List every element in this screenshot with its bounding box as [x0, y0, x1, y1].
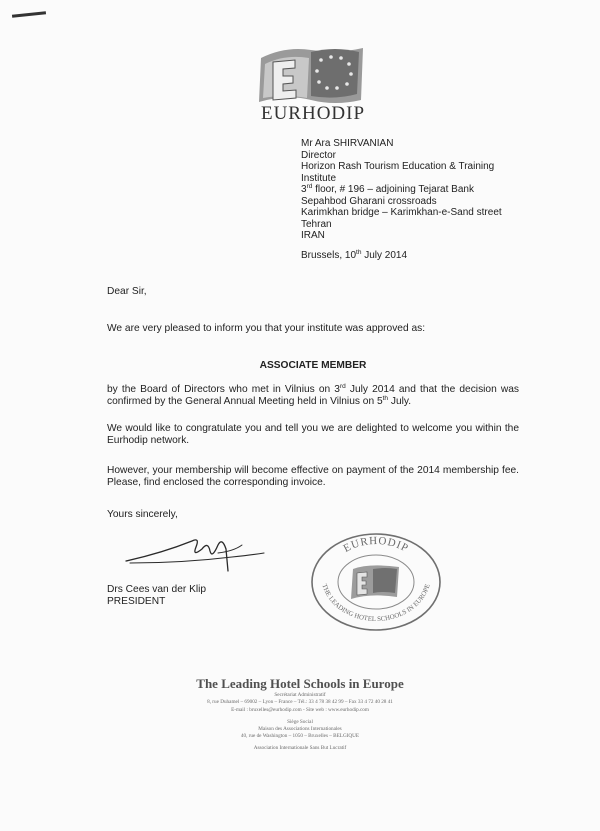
recipient-country: IRAN [301, 230, 325, 241]
footer-association: Association Internationale Sans But Lucratif [253, 745, 347, 751]
floor-suffix: rd [306, 183, 313, 190]
recipient-address [301, 138, 502, 242]
recipient-institute-cont: Institute [301, 172, 337, 184]
recipient-bridge: Karimkhan bridge – Karimkhan-e-Sand street [301, 207, 502, 218]
recipient-name: Mr Ara SHIRVANIAN [301, 138, 394, 149]
recipient-crossroads: Sepahbod Gharani crossroads [301, 195, 437, 207]
board-sup-b: th [382, 394, 389, 402]
date-prefix: Brussels, 10 [301, 250, 357, 261]
recipient-city: Tehran [301, 218, 332, 230]
date-suffix: th [356, 249, 362, 256]
footer-tagline: The Leading Hotel Schools in Europe [196, 676, 404, 691]
letter-date [301, 250, 407, 261]
closing: Yours sincerely, [107, 509, 178, 520]
paragraph-payment: However, your membership will become effective on payment of the 2014 membership fee. Please, find enclosed the corresponding invoice. [107, 465, 519, 488]
footer-siege-org: Maison des Associations Internationales [258, 726, 342, 732]
footer-siege-label: Siège Social [287, 719, 313, 725]
board-text-a: by the Board of Directors who met in Vilnius on 3 [107, 384, 340, 395]
footer-secretariat-label: Secrétariat Administratif [274, 692, 326, 698]
footer-siege-address: 40, rue de Washington – 1050 – Bruxelles – BELGIQUE [240, 733, 360, 739]
paragraph-congratulations: We would like to congratulate you and tell you we are delighted to welcome you within the Eurhodip network. [107, 423, 519, 446]
recipient-role: Director [301, 149, 337, 161]
signer-title: PRESIDENT [107, 596, 166, 607]
board-text-c: July. [388, 395, 412, 407]
footer-email-line: E-mail : bruxelles@eurhodip.com - Site web : www.eurhodip.com [231, 707, 369, 713]
logo-wordmark: EURHODIP [260, 103, 366, 124]
street-text: floor, # 196 – adjoining Tejarat Bank [315, 184, 474, 195]
membership-title: ASSOCIATE MEMBER [259, 360, 367, 371]
pen-mark [12, 11, 46, 18]
recipient-street [301, 184, 502, 196]
stamp-flag-icon [351, 565, 399, 599]
paragraph-approval: We are very pleased to inform you that your institute was approved as: [107, 323, 426, 334]
footer-secretariat-address: 8, rue Duhamel – 69002 – Lyon – France – Tél.: 33 4 78 38 42 99 – Fax 33 4 72 40 28 41 [207, 699, 393, 705]
stamp-bottom-text: THE LEADING HOTEL SCHOOLS IN EUROPE [320, 583, 432, 624]
board-sup-a: rd [339, 383, 346, 390]
recipient-institute: Horizon Rash Tourism Education & Training [301, 161, 495, 172]
salutation: Dear Sir, [107, 286, 147, 297]
date-rest: July 2014 [361, 250, 408, 261]
board-text-b: July 2014 and that the decision was confirmed by the General Annual Meeting held in Vilnius on 5 [107, 384, 519, 407]
handwritten-signature [122, 527, 268, 575]
signer-name: Drs Cees van der Klip [107, 584, 207, 595]
eurhodip-stamp [309, 531, 443, 633]
stamp-top-text: EURHODIP [341, 534, 411, 555]
floor-number: 3 [301, 184, 307, 195]
paragraph-board [107, 384, 519, 407]
